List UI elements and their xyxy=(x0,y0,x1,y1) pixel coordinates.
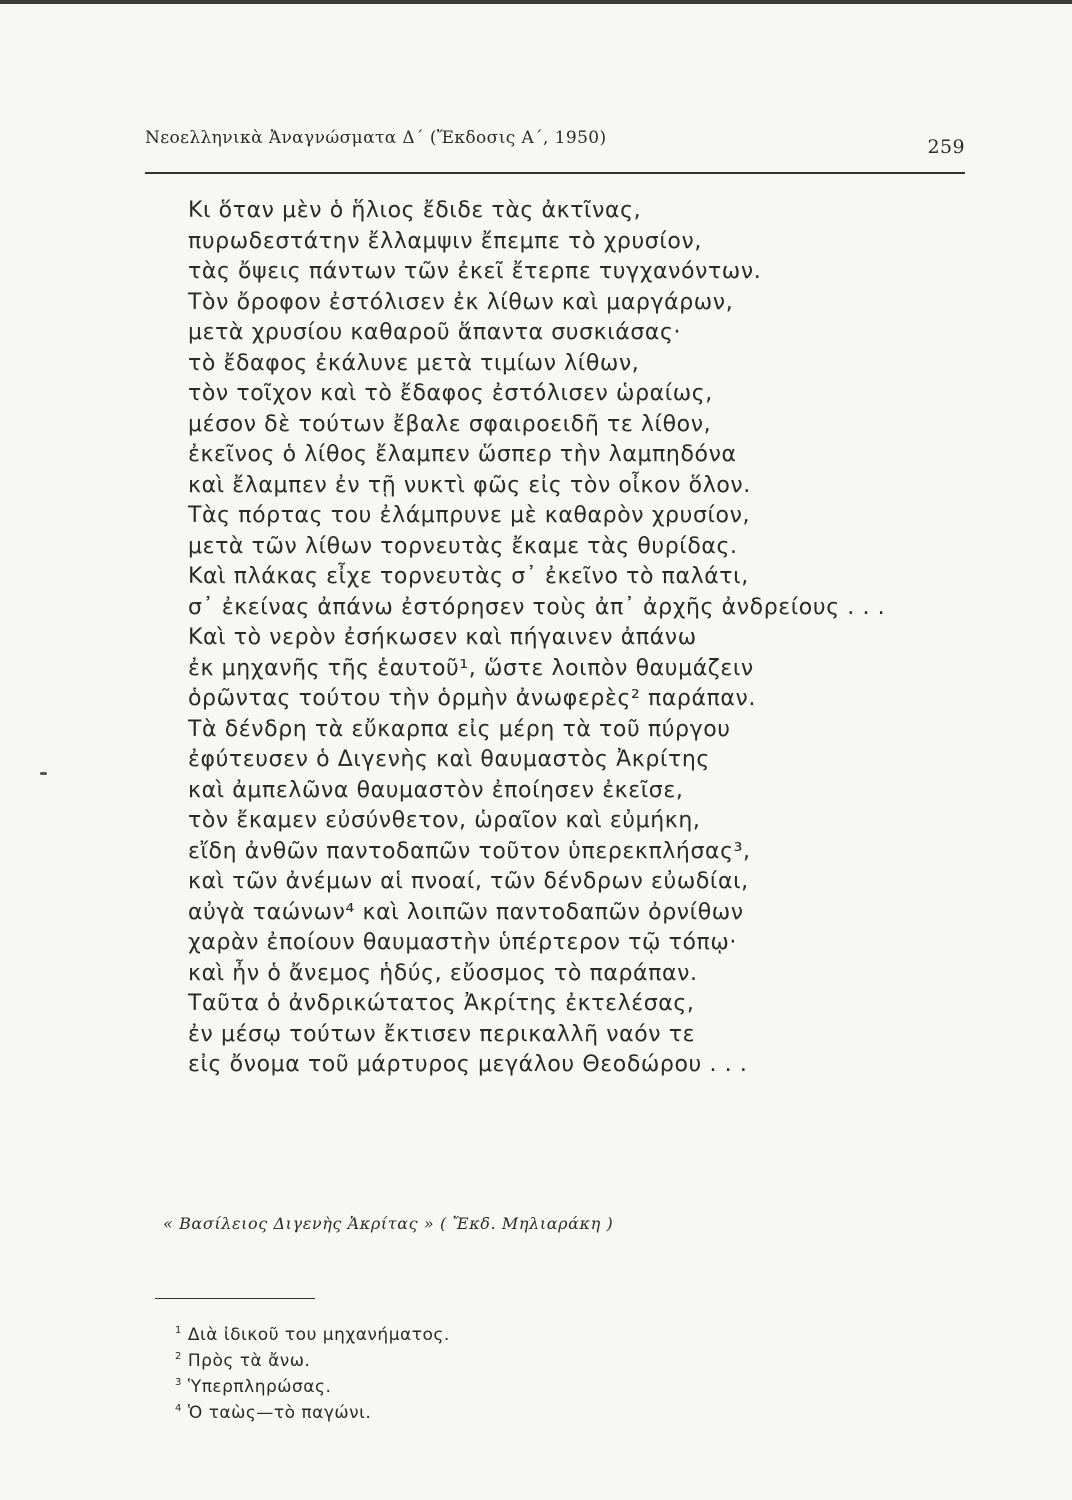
poem-line: Καὶ τὸ νερὸν ἐσήκωσεν καὶ πήγαινεν ἀπάνω xyxy=(188,625,697,650)
footnote xyxy=(175,1344,450,1370)
footnotes xyxy=(175,1318,450,1422)
poem-line: Τὸν ὄροφον ἐστόλισεν ἐκ λίθων καὶ μαργάρων, xyxy=(188,289,734,315)
poem-line: ἐκεῖνος ὁ λίθος ἔλαμπεν ὥσπερ τὴν λαμπηδόνα xyxy=(188,442,737,467)
poem-line: αὐγὰ ταώνων⁴ καὶ λοιπῶν παντοδαπῶν ὀρνίθων xyxy=(188,899,744,925)
poem-line: χαρὰν ἐποίουν θαυμαστὴν ὑπέρτερον τῷ τόπῳ· xyxy=(188,930,737,955)
poem-text xyxy=(188,196,988,1081)
page-number: 259 xyxy=(927,136,965,158)
footnote xyxy=(175,1370,450,1396)
poem-line: καὶ ἦν ὁ ἄνεμος ἡδύς, εὔοσμος τὸ παράπαν. xyxy=(188,960,698,986)
footnote-text: Διὰ ἰδικοῦ του μηχανήματος. xyxy=(187,1325,450,1345)
poem-line: εἰς ὄνομα τοῦ μάρτυρος μεγάλου Θεοδώρου . . . xyxy=(188,1052,748,1077)
margin-speck xyxy=(40,772,47,775)
footnote-mark: 2 xyxy=(175,1351,182,1362)
footnote-text: Ὁ ταὼς—τὸ παγώνι. xyxy=(187,1403,372,1423)
poem-line: τὸν τοῖχον καὶ τὸ ἔδαφος ἐστόλισεν ὡραίως, xyxy=(188,381,713,406)
poem-line: μετὰ τῶν λίθων τορνευτὰς ἔκαμε τὰς θυρίδας. xyxy=(188,533,738,559)
poem-line: πυρωδεστάτην ἔλλαμψιν ἔπεμπε τὸ χρυσίον, xyxy=(188,228,702,254)
poem-line: μέσον δὲ τούτων ἔβαλε σφαιροειδῆ τε λίθον, xyxy=(188,411,712,437)
poem-line: ὁρῶντας τούτου τὴν ὁρμὴν ἀνωφερὲς² παράπαν. xyxy=(188,686,757,711)
footnote-text: Ὑπερπληρώσας. xyxy=(187,1377,332,1397)
poem-line: τὸν ἔκαμεν εὐσύνθετον, ὡραῖον καὶ εὐμήκη, xyxy=(188,808,701,833)
footnote-text: Πρὸς τὰ ἄνω. xyxy=(187,1351,311,1371)
poem-line: Κι ὅταν μὲν ὁ ἥλιος ἔδιδε τὰς ἀκτῖνας, xyxy=(188,198,642,223)
poem-line: τὸ ἔδαφος ἐκάλυνε μετὰ τιμίων λίθων, xyxy=(188,350,640,376)
footnote-mark: 1 xyxy=(175,1325,182,1336)
poem-line: Τὰ δένδρη τὰ εὔκαρπα εἰς μέρη τὰ τοῦ πύργου xyxy=(188,716,731,742)
poem-line: καὶ ἔλαμπεν ἐν τῇ νυκτὶ φῶς εἰς τὸν οἶκον ὅλον. xyxy=(188,472,751,498)
header-rule xyxy=(145,172,965,174)
footnote xyxy=(175,1396,450,1422)
poem-line: σ᾽ ἐκείνας ἀπάνω ἐστόρησεν τοὺς ἀπ᾽ ἀρχῆς ἀνδρείους . . . xyxy=(188,594,886,620)
poem-line: Τὰς πόρτας του ἐλάμπρυνε μὲ καθαρὸν χρυσίον, xyxy=(188,503,751,528)
poem-line: καὶ τῶν ἀνέμων αἱ πνοαί, τῶν δένδρων εὐωδίαι, xyxy=(188,869,749,894)
poem-line: Καὶ πλάκας εἶχε τορνευτὰς σ᾽ ἐκεῖνο τὸ παλάτι, xyxy=(188,564,749,589)
running-header xyxy=(145,128,965,158)
footnote-rule xyxy=(155,1298,315,1299)
footnote-mark: 3 xyxy=(175,1377,182,1388)
poem-line: μετὰ χρυσίου καθαροῦ ἅπαντα συσκιάσας· xyxy=(188,320,682,345)
source-citation: « Βασίλειος Διγενὴς Ἀκρίτας » ( Ἔκδ. Μηλιαράκη ) xyxy=(163,1214,614,1233)
poem-line: εἴδη ἀνθῶν παντοδαπῶν τοῦτον ὑπερεκπλήσας³, xyxy=(188,838,751,864)
poem-line: Ταῦτα ὁ ἀνδρικώτατος Ἀκρίτης ἐκτελέσας, xyxy=(188,991,695,1016)
poem-line: τὰς ὄψεις πάντων τῶν ἐκεῖ ἔτερπε τυγχανόντων. xyxy=(188,259,762,284)
page-top-edge xyxy=(0,0,1072,4)
footnote-mark: 4 xyxy=(175,1403,182,1414)
poem-line: ἐν μέσῳ τούτων ἔκτισεν περικαλλῆ ναόν τε xyxy=(188,1021,696,1047)
poem-line: ἐφύτευσεν ὁ Διγενὴς καὶ θαυμαστὸς Ἀκρίτης xyxy=(188,747,710,772)
header-title: Νεοελληνικὰ Ἀναγνώσματα Δ΄ (Ἔκδοσις Α΄, 1950) xyxy=(145,128,607,148)
poem-line: καὶ ἀμπελῶνα θαυμαστὸν ἐποίησεν ἐκεῖσε, xyxy=(188,777,684,803)
footnote xyxy=(175,1318,450,1344)
poem-line: ἐκ μηχανῆς τῆς ἑαυτοῦ¹, ὥστε λοιπὸν θαυμάζειν xyxy=(188,655,754,681)
